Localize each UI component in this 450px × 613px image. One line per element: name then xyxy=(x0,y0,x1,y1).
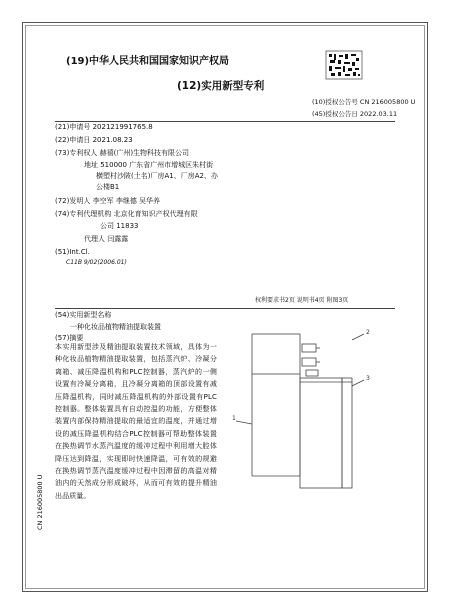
mid-rule xyxy=(55,308,395,309)
int-cl-code: C11B 9/02(2006.01) xyxy=(66,259,127,266)
grant-number: (10)授权公告号 CN 216005800 U xyxy=(312,98,416,106)
office-logo-icon xyxy=(325,50,363,80)
utility-model-title: 一种化妆品植物精油提取装置 xyxy=(70,323,161,331)
title-label: (54)实用新型名称 xyxy=(55,311,112,319)
address-line-1: 地址 510000 广东省广州市增城区朱村街 xyxy=(84,161,214,169)
inventors: (72)发明人 李空军 李继德 吴华养 xyxy=(55,197,161,205)
address-line-2: 横塱村沙陂(土名)厂房A1、厂房A2、办 xyxy=(96,172,218,180)
side-publication-number: CN 216005800 U xyxy=(36,474,44,530)
figure-label-1: 1 xyxy=(232,415,236,422)
abstract-figure xyxy=(232,326,382,496)
document-type: (12)实用新型专利 xyxy=(177,80,265,92)
agent: 代理人 闫露露 xyxy=(84,235,129,243)
application-number: (21)申请号 202121991765.8 xyxy=(55,123,153,131)
agency-line-1: (74)专利代理机构 北京化育知识产权代理有限 xyxy=(55,210,198,218)
patentee: (73)专利权人 赫禧(广州)生物科技有限公司 xyxy=(55,149,190,157)
application-date: (22)申请日 2021.08.23 xyxy=(55,136,133,144)
int-cl-label: (51)Int.Cl. xyxy=(55,248,90,256)
page-count-note: 权利要求书2页 说明书4页 附图3页 xyxy=(255,297,349,304)
header-rule xyxy=(55,121,395,122)
agency-line-2: 公司 11833 xyxy=(100,222,139,230)
address-line-3: 公楼B1 xyxy=(96,183,120,191)
figure-label-2: 2 xyxy=(366,329,370,336)
abstract-label: (57)摘要 xyxy=(55,334,84,342)
office-name: (19)中华人民共和国国家知识产权局 xyxy=(66,56,230,67)
publication-info xyxy=(312,96,420,120)
figure-label-3: 3 xyxy=(366,375,370,382)
abstract-body: 本实用新型涉及精油提取装置技术领域，具体为一种化妆品植物精油提取装置，包括蒸汽炉、冷凝分离箱、减压降温机构和PLC控制器，蒸汽炉的一侧设置有冷凝分离箱，且冷凝分离箱的顶部设置有减压降温机构，同时减压降温机构的外部设置有PLC控制器。整体装置具有自动控温的功能，方便整体装置内部保持精油提取的最适宜的温度，并通过增设的减压降温机构结合PLC控制器可帮助整体装置在换热调节水蒸汽温度的缓冲过程中利用增大腔体降压达到降温，实现即时快速降温，可有效的规避在换热调节蒸汽温度缓冲过程中因滞留的高温对精油内的天然成分形成破坏，从而可有效的提升精油出品质量。 xyxy=(55,343,217,500)
grant-date: (45)授权公告日 2022.03.11 xyxy=(312,110,398,118)
